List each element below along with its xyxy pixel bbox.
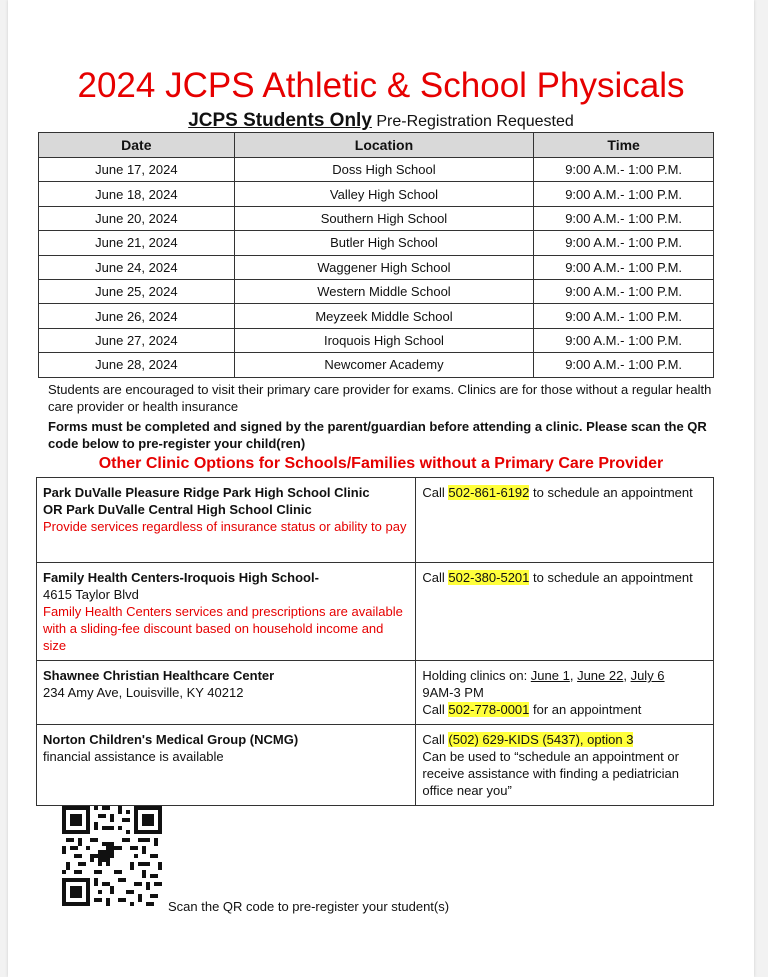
phone-number[interactable]: 502-861-6192 [448, 485, 530, 500]
subtitle [8, 110, 754, 133]
clinic-description: Family Health Centers services and prescriptions are available with a sliding-fee discount based on household income and size [43, 604, 403, 653]
header-location: Location [234, 133, 534, 158]
table-row [39, 328, 714, 352]
phone-number[interactable]: 502-778-0001 [448, 702, 530, 717]
row-date: June 24, 2024 [39, 255, 235, 279]
clinic-contact [416, 661, 714, 725]
page-title: 2024 JCPS Athletic & School Physicals [77, 66, 685, 105]
holding-hours: 9AM-3 PM [422, 685, 484, 700]
row-date: June 27, 2024 [39, 328, 235, 352]
call-line [422, 701, 707, 718]
row-location: Waggener High School [234, 255, 534, 279]
clinic-row [37, 725, 714, 806]
clinic-info [37, 563, 416, 661]
table-row [39, 353, 714, 377]
clinic-name: Family Health Centers-Iroquois High School- [43, 570, 319, 585]
table-row [39, 206, 714, 230]
table-row [39, 279, 714, 303]
clinic-name: Norton Children's Medical Group (NCMG) [43, 732, 299, 747]
row-time: 9:00 A.M.- 1:00 P.M. [534, 231, 714, 255]
clinic-contact [416, 478, 714, 563]
row-date: June 25, 2024 [39, 279, 235, 303]
phone-number[interactable]: 502-380-5201 [448, 570, 530, 585]
clinic-row [37, 563, 714, 661]
holding-date: June 22 [577, 668, 624, 683]
call-label: Call [422, 570, 449, 585]
qr-code-icon[interactable] [62, 806, 162, 906]
call-after: to schedule an appointment [529, 570, 693, 585]
row-time: 9:00 A.M.- 1:00 P.M. [534, 206, 714, 230]
row-date: June 17, 2024 [39, 158, 235, 182]
encourage-note: Students are encouraged to visit their primary care provider for exams. Clinics are for those without a regular health care provider or health insurance [48, 382, 712, 414]
clinic-name-alt: OR Park DuValle Central High School Clinic [43, 502, 312, 517]
qr-caption: Scan the QR code to pre-register your student(s) [168, 899, 450, 914]
clinic-name: Shawnee Christian Healthcare Center [43, 668, 275, 683]
clinic-row [37, 478, 714, 563]
clinic-name: Park DuValle Pleasure Ridge Park High School Clinic [43, 485, 370, 500]
call-label: Call [422, 732, 449, 747]
holding-label: Holding clinics on: [422, 668, 531, 683]
row-date: June 21, 2024 [39, 231, 235, 255]
subtitle-strong: JCPS Students Only [188, 110, 372, 131]
call-after: for an appointment [529, 702, 642, 717]
table-row [39, 182, 714, 206]
clinic-info [37, 661, 416, 725]
row-location: Western Middle School [234, 279, 534, 303]
clinic-row [37, 661, 714, 725]
row-date: June 26, 2024 [39, 304, 235, 328]
date-separator: , [623, 668, 631, 683]
row-date: June 28, 2024 [39, 353, 235, 377]
schedule-header-row [39, 133, 714, 158]
row-location: Meyzeek Middle School [234, 304, 534, 328]
call-after: to schedule an appointment [529, 485, 693, 500]
clinic-address: 234 Amy Ave, Louisville, KY 40212 [43, 685, 244, 700]
call-after: Can be used to “schedule an appointment or receive assistance with finding a pediatrician office near you” [422, 749, 679, 798]
clinic-info [37, 478, 416, 563]
row-time: 9:00 A.M.- 1:00 P.M. [534, 328, 714, 352]
call-label: Call [422, 702, 449, 717]
row-date: June 18, 2024 [39, 182, 235, 206]
holding-date: June 1 [530, 668, 570, 683]
row-time: 9:00 A.M.- 1:00 P.M. [534, 353, 714, 377]
row-time: 9:00 A.M.- 1:00 P.M. [534, 182, 714, 206]
holding-date: July 6 [630, 668, 665, 683]
row-location: Southern High School [234, 206, 534, 230]
clinic-description: financial assistance is available [43, 749, 224, 764]
row-location: Newcomer Academy [234, 353, 534, 377]
row-location: Butler High School [234, 231, 534, 255]
phone-number[interactable]: (502) 629-KIDS (5437), option 3 [448, 732, 634, 747]
row-time: 9:00 A.M.- 1:00 P.M. [534, 304, 714, 328]
call-label: Call [422, 485, 449, 500]
header-time: Time [534, 133, 714, 158]
table-row [39, 304, 714, 328]
header-date: Date [39, 133, 235, 158]
table-row [39, 158, 714, 182]
table-row [39, 255, 714, 279]
subtitle-rest: Pre-Registration Requested [371, 113, 574, 130]
clinic-address: 4615 Taylor Blvd [43, 587, 139, 602]
flyer-page [8, 0, 754, 977]
row-time: 9:00 A.M.- 1:00 P.M. [534, 255, 714, 279]
row-location: Iroquois High School [234, 328, 534, 352]
clinic-options-table [36, 477, 714, 806]
clinic-contact [416, 563, 714, 661]
row-location: Valley High School [234, 182, 534, 206]
date-separator: , [569, 668, 578, 683]
call-line [422, 731, 707, 748]
row-time: 9:00 A.M.- 1:00 P.M. [534, 158, 714, 182]
clinic-description: Provide services regardless of insurance status or ability to pay [43, 519, 407, 534]
row-date: June 20, 2024 [39, 206, 235, 230]
row-time: 9:00 A.M.- 1:00 P.M. [534, 279, 714, 303]
other-options-heading: Other Clinic Options for Schools/Families without a Primary Care Provider [98, 455, 664, 472]
clinic-info [37, 725, 416, 806]
table-row [39, 231, 714, 255]
clinic-contact [416, 725, 714, 806]
holding-dates [422, 667, 707, 684]
row-location: Doss High School [234, 158, 534, 182]
forms-note: Forms must be completed and signed by the parent/guardian before attending a clinic. Please scan the QR code below to pre-register your child(ren) [48, 419, 707, 451]
schedule-table [38, 132, 714, 378]
